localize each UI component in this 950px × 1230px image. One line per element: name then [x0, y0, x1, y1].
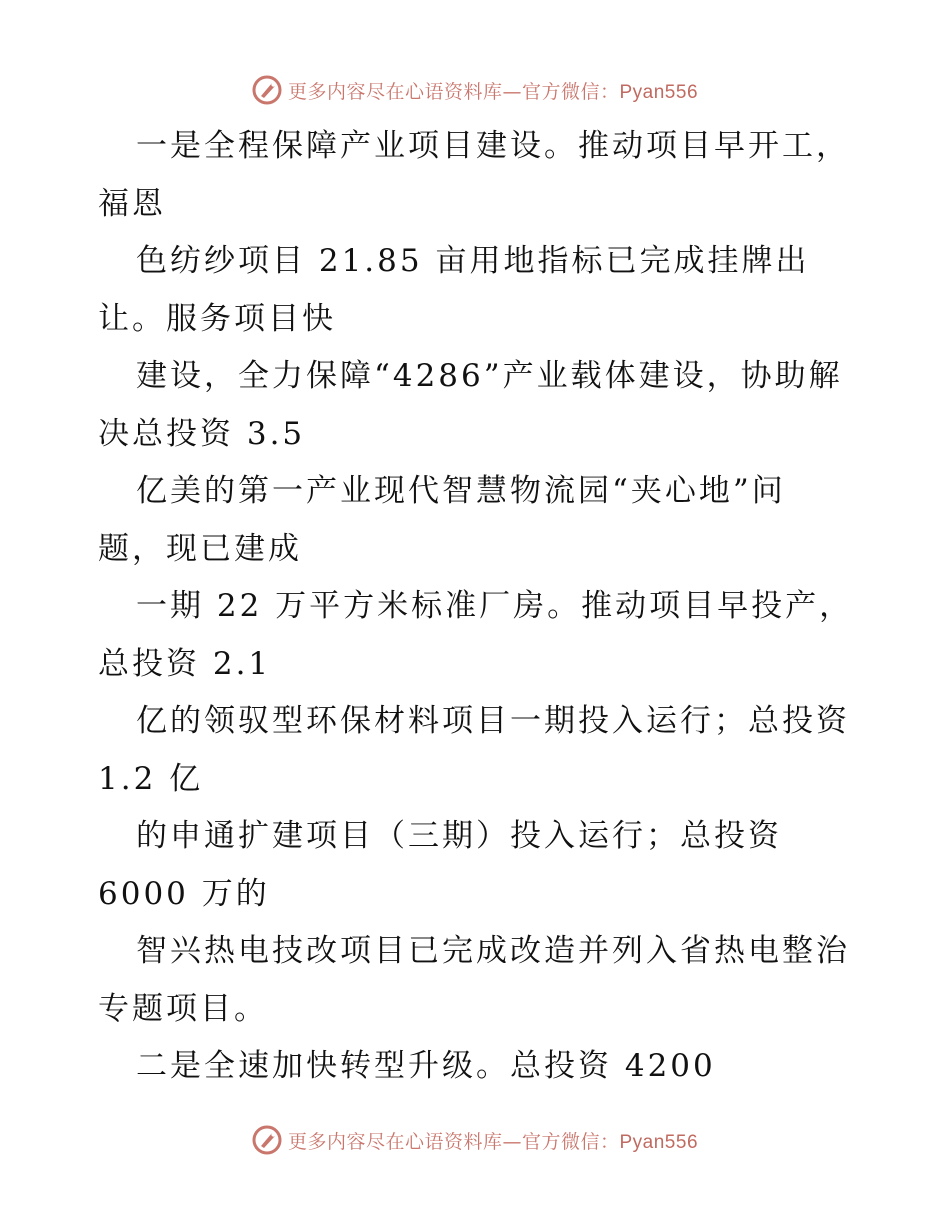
- paragraph-line: 智兴热电技改项目已完成改造并列入省热电整治: [136, 933, 850, 969]
- footer-wechat-id: Pyan556: [619, 1131, 699, 1153]
- ink-pen-seal-icon: [252, 1125, 282, 1155]
- paragraph-line: 6000 万的: [98, 875, 270, 912]
- paragraph-line: 总投资 2.1: [98, 645, 272, 682]
- paragraph-line: 福恩: [98, 185, 166, 222]
- paragraph-line: 决总投资 3.5: [98, 415, 306, 452]
- paragraph-line: 一期 22 万平方米标准厂房。推动项目早投产，: [136, 588, 854, 624]
- header-wechat-id: Pyan556: [619, 81, 699, 103]
- paragraph-line: 二是全速加快转型升级。总投资 4200: [136, 1048, 716, 1084]
- paragraph-line: 亿的领驭型环保材料项目一期投入运行；总投资: [136, 703, 850, 739]
- footer-watermark-label: 更多内容尽在心语资料库—官方微信：: [287, 1130, 620, 1153]
- footer-watermark: [0, 1120, 950, 1160]
- paragraph-line: 1.2 亿: [98, 760, 204, 797]
- paragraph-line: 专题项目。: [98, 990, 268, 1027]
- header-watermark-label: 更多内容尽在心语资料库—官方微信：: [287, 80, 620, 103]
- paragraph-line: 题，现已建成: [98, 530, 302, 567]
- header-watermark-text: [288, 77, 698, 104]
- ink-pen-seal-icon: [252, 75, 282, 105]
- header-watermark: [0, 70, 950, 110]
- paragraph-line: 亿美的第一产业现代智慧物流园“夹心地”问: [136, 473, 786, 509]
- paragraph-line: 的申通扩建项目（三期）投入运行；总投资: [136, 818, 782, 854]
- document-body: [98, 118, 858, 1096]
- paragraph-line: 建设，全力保障“4286”产业载体建设，协助解: [136, 358, 843, 394]
- paragraph-line: 让。服务项目快: [98, 300, 336, 337]
- paragraph-line: 色纺纱项目 21.85 亩用地指标已完成挂牌出: [136, 243, 810, 279]
- footer-watermark-text: [288, 1127, 698, 1154]
- paragraph-line: 一是全程保障产业项目建设。推动项目早开工，: [136, 128, 850, 164]
